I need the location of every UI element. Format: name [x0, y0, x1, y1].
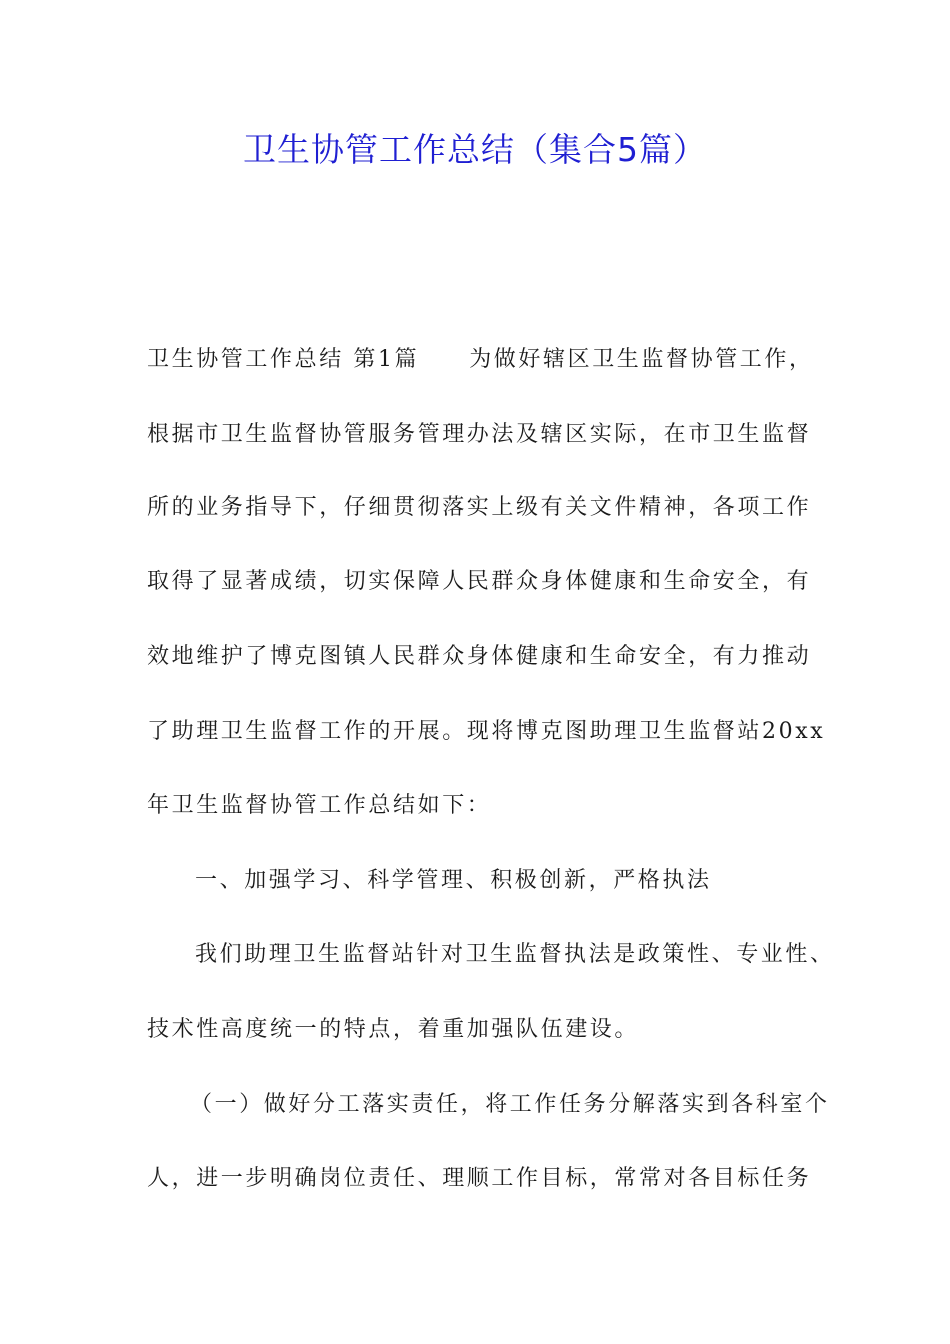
paragraph-line-1: [147, 345, 814, 375]
paragraph-line-2: 根据市卫生监督协管服务管理办法及辖区实际，在市卫生监督: [147, 422, 812, 447]
section-label: 卫生协管工作总结 第1篇: [147, 347, 420, 372]
paragraph-line-6: 了助理卫生监督工作的开展。现将博克图助理卫生监督站20xx: [147, 719, 826, 744]
paragraph-line-7: 年卫生监督协管工作总结如下：: [147, 793, 492, 818]
paragraph-line-10: 技术性高度统一的特点，着重加强队伍建设。: [147, 1017, 640, 1042]
paragraph-line-5: 效地维护了博克图镇人民群众身体健康和生命安全，有力推动: [147, 644, 812, 669]
paragraph-line-3: 所的业务指导下，仔细贯彻落实上级有关文件精神，各项工作: [147, 495, 812, 520]
document-title: 卫生协管工作总结（集合5篇）: [243, 130, 707, 169]
section-heading-1: 一、加强学习、科学管理、积极创新，严格执法: [195, 868, 712, 893]
paragraph-line-4: 取得了显著成绩，切实保障人民群众身体健康和生命安全，有: [147, 569, 812, 594]
paragraph-line-9: 我们助理卫生监督站针对卫生监督执法是政策性、专业性、: [195, 942, 835, 967]
line-text: 为做好辖区卫生监督协管工作，: [469, 347, 814, 372]
paragraph-line-11: （一）做好分工落实责任，将工作任务分解落实到各科室个: [190, 1092, 830, 1117]
paragraph-line-12: 人，进一步明确岗位责任、理顺工作目标，常常对各目标任务: [147, 1166, 812, 1191]
